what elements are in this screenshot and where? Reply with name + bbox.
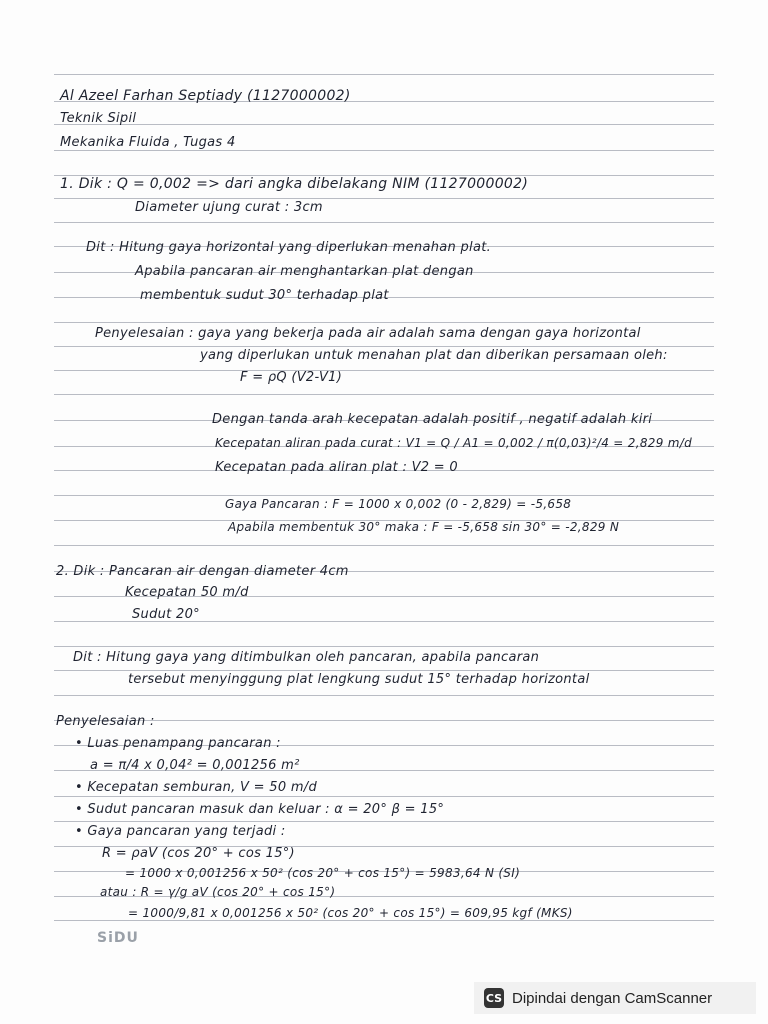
ruled-line — [54, 124, 714, 125]
force-alt-formula: atau : R = γ/g aV (cos 20° + cos 15°) — [100, 885, 336, 899]
notebook-brand-logo: SiDU — [97, 930, 139, 946]
problem-1-diameter: Diameter ujung curat : 3cm — [135, 200, 323, 215]
camscanner-icon: CS — [484, 988, 504, 1008]
problem-2-given: 2. Dik : Pancaran air dengan diameter 4cm — [56, 564, 349, 579]
solution-1-text: Penyelesaian : gaya yang bekerja pada air adalah sama dengan gaya horizontal — [95, 326, 641, 341]
ruled-line — [54, 150, 714, 151]
ruled-line — [54, 796, 714, 797]
problem-1-asked-cont: membentuk sudut 30° terhadap plat — [140, 288, 389, 303]
ruled-line — [54, 920, 714, 921]
solution-2-heading: Penyelesaian : — [56, 714, 155, 729]
ruled-line — [54, 222, 714, 223]
jet-force: Gaya Pancaran : F = 1000 x 0,002 (0 - 2,829) = -5,658 — [225, 497, 572, 511]
ruled-line — [54, 74, 714, 75]
ruled-line — [54, 670, 714, 671]
bullet-force: • Gaya pancaran yang terjadi : — [75, 824, 286, 839]
problem-2-angle: Sudut 20° — [132, 607, 200, 622]
ruled-line — [54, 346, 714, 347]
solution-1-text: yang diperlukan untuk menahan plat dan diberikan persamaan oleh: — [200, 348, 668, 363]
bullet-angles: • Sudut pancaran masuk dan keluar : α = 20° β = 15° — [75, 802, 445, 817]
ruled-line — [54, 495, 714, 496]
scanner-watermark — [474, 982, 756, 1014]
problem-1-given: 1. Dik : Q = 0,002 => dari angka dibelakang NIM (1127000002) — [60, 176, 529, 192]
ruled-line — [54, 370, 714, 371]
velocity-nozzle: Kecepatan aliran pada curat : V1 = Q / A1 = 0,002 / π(0,03)²/4 = 2,829 m/d — [215, 436, 692, 450]
ruled-line — [54, 545, 714, 546]
area-calc: a = π/4 x 0,04² = 0,001256 m² — [90, 758, 300, 773]
student-name: Al Azeel Farhan Septiady (1127000002) — [60, 88, 351, 104]
sign-convention: Dengan tanda arah kecepatan adalah positif , negatif adalah kiri — [212, 412, 653, 427]
problem-1-asked-cont: Apabila pancaran air menghantarkan plat dengan — [135, 264, 474, 279]
force-mks: = 1000/9,81 x 0,001256 x 50² (cos 20° + cos 15°) = 609,95 kgf (MKS) — [128, 906, 573, 920]
ruled-line — [54, 695, 714, 696]
problem-2-asked: Dit : Hitung gaya yang ditimbulkan oleh pancaran, apabila pancaran — [73, 650, 540, 665]
course-title: Mekanika Fluida , Tugas 4 — [60, 135, 236, 150]
problem-1-asked: Dit : Hitung gaya horizontal yang diperlukan menahan plat. — [86, 240, 492, 255]
ruled-line — [54, 646, 714, 647]
bullet-area: • Luas penampang pancaran : — [75, 736, 281, 751]
ruled-line — [54, 394, 714, 395]
problem-2-asked-cont: tersebut menyinggung plat lengkung sudut 15° terhadap horizontal — [128, 672, 590, 687]
force-si: = 1000 x 0,001256 x 50² (cos 20° + cos 15°) = 5983,64 N (SI) — [125, 866, 521, 880]
ruled-line — [54, 198, 714, 199]
department: Teknik Sipil — [60, 111, 137, 126]
ruled-line — [54, 322, 714, 323]
velocity-plate: Kecepatan pada aliran plat : V2 = 0 — [215, 460, 458, 475]
force-formula: R = ρaV (cos 20° + cos 15°) — [102, 846, 295, 861]
force-at-30: Apabila membentuk 30° maka : F = -5,658 sin 30° = -2,829 N — [228, 520, 620, 534]
scanner-label: Dipindai dengan CamScanner — [512, 989, 713, 1007]
ruled-line — [54, 821, 714, 822]
bullet-velocity: • Kecepatan semburan, V = 50 m/d — [75, 780, 318, 795]
problem-2-velocity: Kecepatan 50 m/d — [125, 585, 249, 600]
momentum-formula: F = ρQ (V2-V1) — [240, 370, 343, 385]
